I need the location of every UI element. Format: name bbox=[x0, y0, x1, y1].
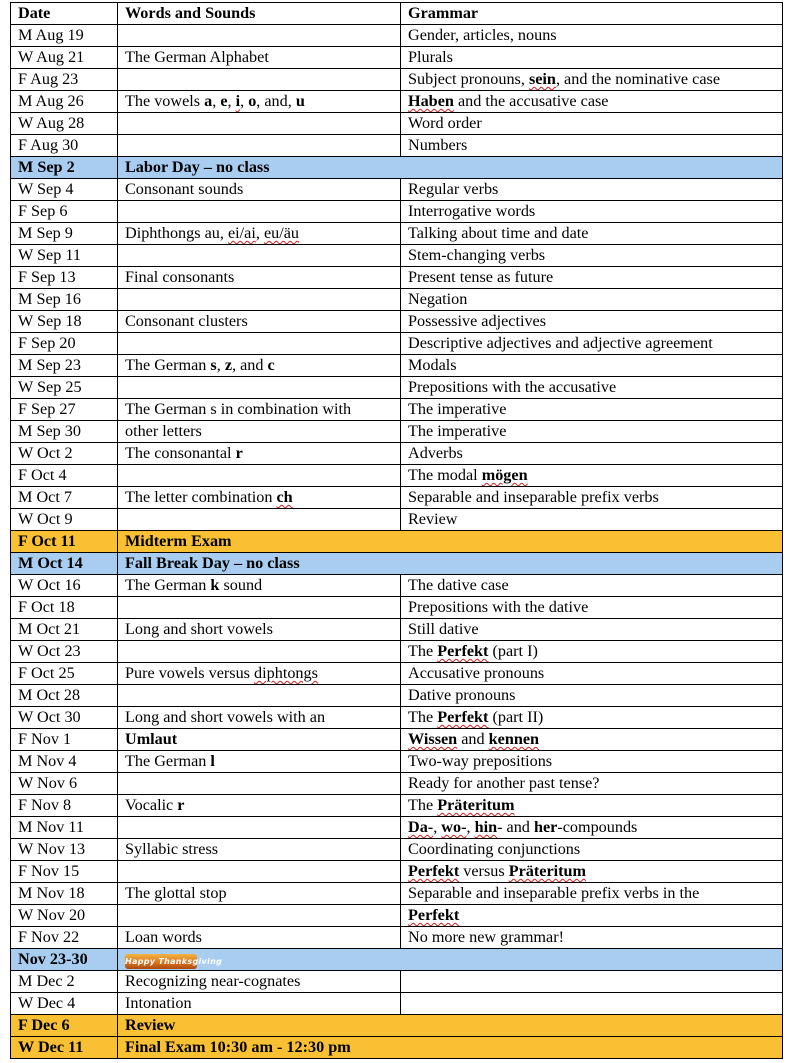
date-cell: W Sep 11 bbox=[11, 245, 118, 267]
table-row bbox=[11, 663, 783, 685]
grammar-cell: Dative pronouns bbox=[401, 685, 783, 707]
words-cell bbox=[118, 223, 401, 245]
text-run: (part I) bbox=[488, 642, 538, 660]
grammar-cell bbox=[401, 817, 783, 839]
text-run: Vocalic bbox=[125, 796, 178, 814]
date-cell: M Aug 26 bbox=[11, 91, 118, 113]
grammar-cell: Plurals bbox=[401, 47, 783, 69]
date-cell: F Aug 23 bbox=[11, 69, 118, 91]
date-cell: F Oct 18 bbox=[11, 597, 118, 619]
text-run: The modal bbox=[408, 466, 482, 484]
text-run: l bbox=[210, 752, 215, 770]
words-cell bbox=[118, 289, 401, 311]
grammar-cell: Coordinating conjunctions bbox=[401, 839, 783, 861]
table-row bbox=[11, 69, 783, 91]
table-row bbox=[11, 509, 783, 531]
words-cell: Intonation bbox=[118, 993, 401, 1015]
table-row bbox=[11, 575, 783, 597]
header-date: Date bbox=[11, 3, 118, 25]
text-run: Da- bbox=[408, 818, 434, 836]
words-cell: Long and short vowels with an bbox=[118, 707, 401, 729]
text-run: Subject pronouns, bbox=[408, 70, 529, 88]
table-row bbox=[11, 201, 783, 223]
text-run: and bbox=[457, 730, 489, 748]
words-cell bbox=[118, 575, 401, 597]
text-run: k bbox=[210, 576, 220, 594]
table-row bbox=[11, 135, 783, 157]
words-cell bbox=[118, 729, 401, 751]
grammar-cell: The dative case bbox=[401, 575, 783, 597]
words-cell bbox=[118, 377, 401, 399]
grammar-cell: Present tense as future bbox=[401, 267, 783, 289]
table-row bbox=[11, 443, 783, 465]
text-run: kennen bbox=[488, 730, 540, 748]
text-run: Haben bbox=[408, 92, 454, 110]
event-cell bbox=[118, 949, 783, 971]
words-cell bbox=[118, 795, 401, 817]
table-row bbox=[11, 707, 783, 729]
grammar-cell: Modals bbox=[401, 355, 783, 377]
table-row bbox=[11, 773, 783, 795]
date-cell: W Aug 21 bbox=[11, 47, 118, 69]
words-cell: Consonant sounds bbox=[118, 179, 401, 201]
text-run: z bbox=[224, 356, 232, 374]
grammar-cell: Descriptive adjectives and adjective agreement bbox=[401, 333, 783, 355]
grammar-cell: Negation bbox=[401, 289, 783, 311]
words-cell bbox=[118, 817, 401, 839]
text-run: a bbox=[204, 92, 213, 110]
date-cell: M Aug 19 bbox=[11, 25, 118, 47]
text-run: hin bbox=[474, 818, 498, 836]
table-row-holiday bbox=[11, 949, 783, 971]
date-cell: Nov 23-30 bbox=[11, 949, 118, 971]
text-run: , and bbox=[232, 356, 268, 374]
grammar-cell: Regular verbs bbox=[401, 179, 783, 201]
text-run: , bbox=[227, 92, 236, 110]
date-cell: F Sep 13 bbox=[11, 267, 118, 289]
words-cell bbox=[118, 487, 401, 509]
table-row-holiday bbox=[11, 157, 783, 179]
table-row bbox=[11, 289, 783, 311]
header-words: Words and Sounds bbox=[118, 3, 401, 25]
words-cell bbox=[118, 509, 401, 531]
words-cell: The glottal stop bbox=[118, 883, 401, 905]
date-cell: W Sep 18 bbox=[11, 311, 118, 333]
grammar-cell: Review bbox=[401, 509, 783, 531]
text-run: i bbox=[235, 92, 241, 110]
header-row bbox=[11, 3, 783, 25]
date-cell: M Oct 14 bbox=[11, 553, 118, 575]
date-cell: W Oct 16 bbox=[11, 575, 118, 597]
grammar-cell bbox=[401, 905, 783, 927]
text-run: ei/ai bbox=[227, 224, 256, 242]
grammar-cell bbox=[401, 91, 783, 113]
table-row bbox=[11, 25, 783, 47]
words-cell: Final consonants bbox=[118, 267, 401, 289]
grammar-cell: Separable and inseparable prefix verbs in the bbox=[401, 883, 783, 905]
words-cell bbox=[118, 201, 401, 223]
text-run: , bbox=[433, 818, 442, 836]
table-row bbox=[11, 311, 783, 333]
date-cell: M Oct 28 bbox=[11, 685, 118, 707]
date-cell: F Sep 20 bbox=[11, 333, 118, 355]
text-run: r bbox=[235, 444, 243, 462]
grammar-cell bbox=[401, 465, 783, 487]
grammar-cell: Ready for another past tense? bbox=[401, 773, 783, 795]
table-row bbox=[11, 861, 783, 883]
text-run: Perfekt bbox=[437, 642, 489, 660]
table-row-exam bbox=[11, 1015, 783, 1037]
table-row bbox=[11, 685, 783, 707]
event-cell: Midterm Exam bbox=[118, 531, 783, 553]
schedule-table bbox=[10, 2, 783, 1059]
text-run: -compounds bbox=[557, 818, 638, 836]
date-cell: W Oct 23 bbox=[11, 641, 118, 663]
text-run: The consonantal bbox=[125, 444, 236, 462]
text-run: The German bbox=[125, 356, 211, 374]
table-row bbox=[11, 355, 783, 377]
text-run: , bbox=[255, 224, 264, 242]
text-run: The German bbox=[125, 576, 211, 594]
words-cell bbox=[118, 245, 401, 267]
grammar-cell: Accusative pronouns bbox=[401, 663, 783, 685]
date-cell: M Sep 16 bbox=[11, 289, 118, 311]
text-run: , and the nominative case bbox=[555, 70, 721, 88]
grammar-cell: Prepositions with the dative bbox=[401, 597, 783, 619]
date-cell: W Oct 30 bbox=[11, 707, 118, 729]
date-cell: F Nov 22 bbox=[11, 927, 118, 949]
words-cell bbox=[118, 443, 401, 465]
words-cell bbox=[118, 333, 401, 355]
grammar-cell bbox=[401, 641, 783, 663]
table-row bbox=[11, 399, 783, 421]
date-cell: M Oct 21 bbox=[11, 619, 118, 641]
words-cell bbox=[118, 465, 401, 487]
table-row-exam bbox=[11, 1037, 783, 1059]
table-row bbox=[11, 47, 783, 69]
words-cell bbox=[118, 113, 401, 135]
words-cell: Long and short vowels bbox=[118, 619, 401, 641]
text-run: Präteritum bbox=[437, 796, 515, 814]
table-row bbox=[11, 729, 783, 751]
words-cell bbox=[118, 355, 401, 377]
thanksgiving-logo: Happy Thanksgiving bbox=[125, 954, 197, 969]
words-cell bbox=[118, 597, 401, 619]
date-cell: W Nov 13 bbox=[11, 839, 118, 861]
words-cell bbox=[118, 773, 401, 795]
text-run: s bbox=[210, 356, 217, 374]
words-cell: The German Alphabet bbox=[118, 47, 401, 69]
grammar-cell bbox=[401, 993, 783, 1015]
text-run: The German bbox=[125, 752, 211, 770]
text-run: The bbox=[408, 796, 438, 814]
date-cell: W Sep 25 bbox=[11, 377, 118, 399]
words-cell bbox=[118, 25, 401, 47]
words-cell bbox=[118, 751, 401, 773]
date-cell: M Oct 7 bbox=[11, 487, 118, 509]
text-run: mögen bbox=[481, 466, 528, 484]
grammar-cell bbox=[401, 971, 783, 993]
text-run: Präteritum bbox=[508, 862, 587, 880]
grammar-cell: No more new grammar! bbox=[401, 927, 783, 949]
words-cell: Recognizing near-cognates bbox=[118, 971, 401, 993]
text-run: eu/äu bbox=[263, 224, 299, 242]
words-cell: The German s in combination with bbox=[118, 399, 401, 421]
event-cell: Fall Break Day – no class bbox=[118, 553, 783, 575]
text-run: and the accusative case bbox=[453, 92, 609, 110]
date-cell: M Sep 9 bbox=[11, 223, 118, 245]
date-cell: M Sep 2 bbox=[11, 157, 118, 179]
date-cell: F Dec 6 bbox=[11, 1015, 118, 1037]
date-cell: W Oct 9 bbox=[11, 509, 118, 531]
text-run: - and bbox=[497, 818, 534, 836]
date-cell: M Sep 23 bbox=[11, 355, 118, 377]
table-row bbox=[11, 795, 783, 817]
grammar-cell bbox=[401, 729, 783, 751]
text-run: , and, bbox=[256, 92, 296, 110]
table-row bbox=[11, 113, 783, 135]
grammar-cell: Numbers bbox=[401, 135, 783, 157]
text-run: Umlaut bbox=[125, 730, 178, 748]
text-run: versus bbox=[459, 862, 509, 880]
text-run: c bbox=[267, 356, 275, 374]
table-row bbox=[11, 377, 783, 399]
table-row bbox=[11, 267, 783, 289]
date-cell: M Nov 18 bbox=[11, 883, 118, 905]
header-grammar: Grammar bbox=[401, 3, 783, 25]
text-run: Pure vowels versus bbox=[125, 664, 255, 682]
table-row bbox=[11, 883, 783, 905]
table-row-holiday bbox=[11, 553, 783, 575]
text-run: The vowels bbox=[125, 92, 205, 110]
text-run: The letter combination bbox=[125, 488, 277, 506]
text-run: Diphthongs au, bbox=[125, 224, 228, 242]
grammar-cell: The imperative bbox=[401, 421, 783, 443]
table-row bbox=[11, 487, 783, 509]
date-cell: F Nov 15 bbox=[11, 861, 118, 883]
date-cell: F Oct 25 bbox=[11, 663, 118, 685]
text-run: wo- bbox=[441, 818, 467, 836]
table-row bbox=[11, 817, 783, 839]
text-run: Perfekt bbox=[408, 906, 460, 924]
text-run: r bbox=[177, 796, 185, 814]
table-row bbox=[11, 245, 783, 267]
words-cell bbox=[118, 641, 401, 663]
date-cell: W Nov 6 bbox=[11, 773, 118, 795]
date-cell: W Sep 4 bbox=[11, 179, 118, 201]
table-row bbox=[11, 751, 783, 773]
grammar-cell: Adverbs bbox=[401, 443, 783, 465]
text-run: o bbox=[248, 92, 257, 110]
words-cell: Syllabic stress bbox=[118, 839, 401, 861]
text-run: The bbox=[408, 708, 438, 726]
text-run: diphtongs bbox=[254, 664, 318, 682]
text-run: , bbox=[466, 818, 475, 836]
table-row bbox=[11, 223, 783, 245]
grammar-cell: Possessive adjectives bbox=[401, 311, 783, 333]
words-cell bbox=[118, 861, 401, 883]
text-run: e bbox=[220, 92, 228, 110]
date-cell: F Nov 8 bbox=[11, 795, 118, 817]
table-row bbox=[11, 927, 783, 949]
words-cell bbox=[118, 663, 401, 685]
table-row-exam bbox=[11, 531, 783, 553]
words-cell bbox=[118, 685, 401, 707]
grammar-cell: Prepositions with the accusative bbox=[401, 377, 783, 399]
text-run: , bbox=[216, 356, 225, 374]
date-cell: M Sep 30 bbox=[11, 421, 118, 443]
event-cell: Labor Day – no class bbox=[118, 157, 783, 179]
table-row bbox=[11, 333, 783, 355]
date-cell: F Sep 6 bbox=[11, 201, 118, 223]
grammar-cell: Still dative bbox=[401, 619, 783, 641]
date-cell: W Dec 4 bbox=[11, 993, 118, 1015]
grammar-cell: Stem-changing verbs bbox=[401, 245, 783, 267]
grammar-cell: Word order bbox=[401, 113, 783, 135]
grammar-cell: The imperative bbox=[401, 399, 783, 421]
table-row bbox=[11, 421, 783, 443]
date-cell: F Aug 30 bbox=[11, 135, 118, 157]
text-run: (part II) bbox=[488, 708, 544, 726]
table-row bbox=[11, 641, 783, 663]
table-row bbox=[11, 91, 783, 113]
words-cell bbox=[118, 91, 401, 113]
table-row bbox=[11, 971, 783, 993]
text-run: , bbox=[212, 92, 221, 110]
grammar-cell bbox=[401, 861, 783, 883]
table-row bbox=[11, 993, 783, 1015]
grammar-cell bbox=[401, 69, 783, 91]
date-cell: W Aug 28 bbox=[11, 113, 118, 135]
date-cell: W Oct 2 bbox=[11, 443, 118, 465]
date-cell: F Oct 4 bbox=[11, 465, 118, 487]
date-cell: F Oct 11 bbox=[11, 531, 118, 553]
words-cell: Consonant clusters bbox=[118, 311, 401, 333]
date-cell: M Nov 4 bbox=[11, 751, 118, 773]
text-run: ch bbox=[276, 488, 293, 506]
date-cell: M Dec 2 bbox=[11, 971, 118, 993]
grammar-cell: Interrogative words bbox=[401, 201, 783, 223]
grammar-cell: Separable and inseparable prefix verbs bbox=[401, 487, 783, 509]
date-cell: M Nov 11 bbox=[11, 817, 118, 839]
text-run: Wissen bbox=[408, 730, 458, 748]
table-row bbox=[11, 905, 783, 927]
table-row bbox=[11, 465, 783, 487]
date-cell: W Nov 20 bbox=[11, 905, 118, 927]
words-cell bbox=[118, 135, 401, 157]
date-cell: F Nov 1 bbox=[11, 729, 118, 751]
grammar-cell: Two-way prepositions bbox=[401, 751, 783, 773]
text-run: sein bbox=[528, 70, 556, 88]
table-row bbox=[11, 619, 783, 641]
grammar-cell: Talking about time and date bbox=[401, 223, 783, 245]
event-cell: Review bbox=[118, 1015, 783, 1037]
words-cell bbox=[118, 905, 401, 927]
text-run: , bbox=[240, 92, 249, 110]
words-cell: other letters bbox=[118, 421, 401, 443]
date-cell: W Dec 11 bbox=[11, 1037, 118, 1059]
table-row bbox=[11, 839, 783, 861]
grammar-cell bbox=[401, 707, 783, 729]
text-run: sound bbox=[219, 576, 263, 594]
table-row bbox=[11, 179, 783, 201]
grammar-cell bbox=[401, 795, 783, 817]
text-run: Perfekt bbox=[408, 862, 460, 880]
words-cell bbox=[118, 69, 401, 91]
text-run: Perfekt bbox=[437, 708, 489, 726]
text-run: her bbox=[533, 818, 558, 836]
text-run: u bbox=[295, 92, 305, 110]
event-cell: Final Exam 10:30 am - 12:30 pm bbox=[118, 1037, 783, 1059]
table-row bbox=[11, 597, 783, 619]
words-cell: Loan words bbox=[118, 927, 401, 949]
text-run: The bbox=[408, 642, 438, 660]
date-cell: F Sep 27 bbox=[11, 399, 118, 421]
grammar-cell: Gender, articles, nouns bbox=[401, 25, 783, 47]
